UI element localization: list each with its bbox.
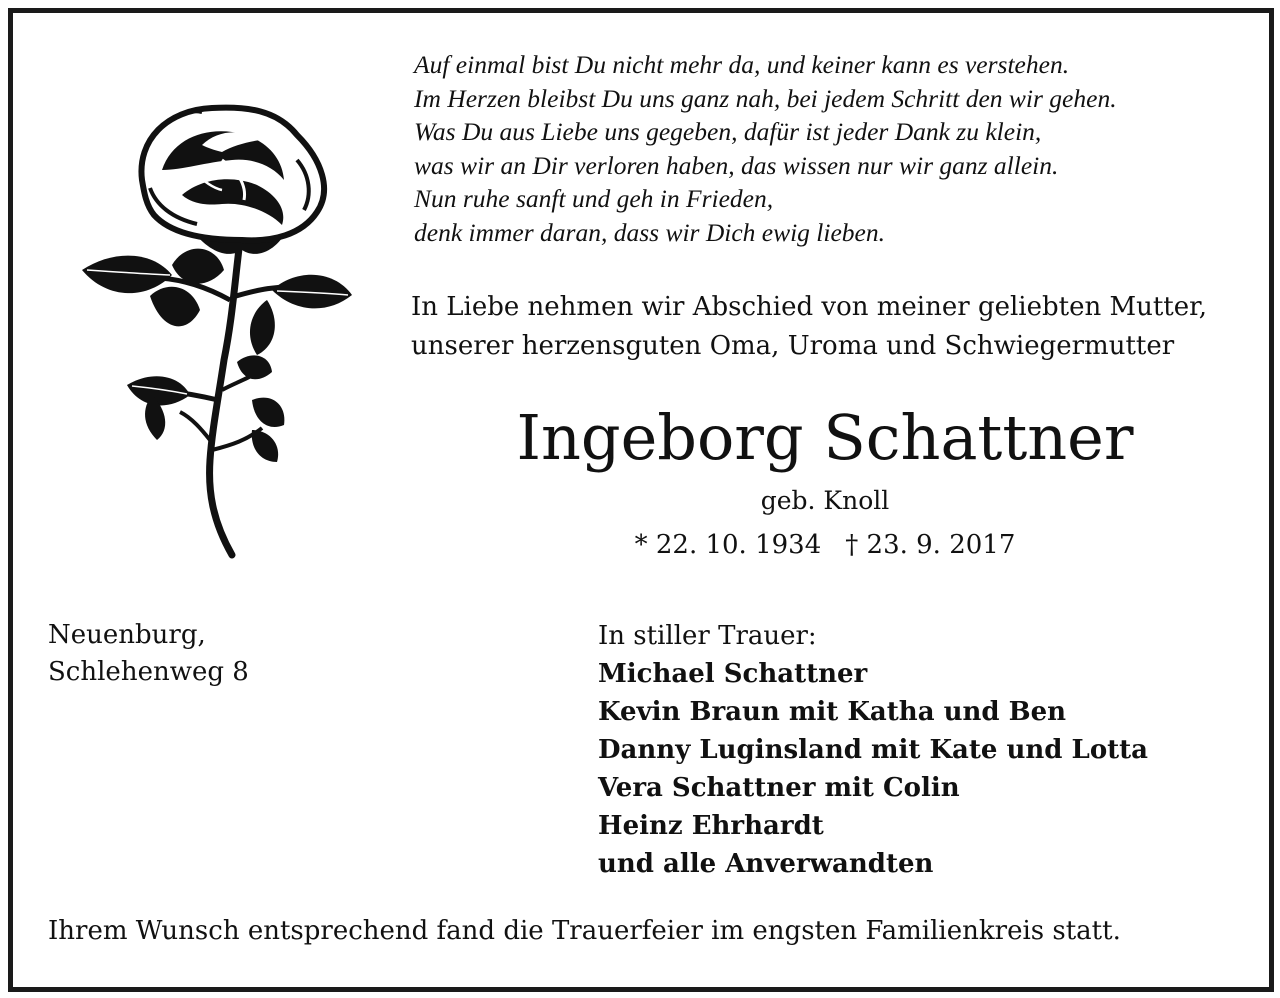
birth-date: * 22. 10. 1934 <box>634 530 822 560</box>
rose-icon <box>72 100 362 560</box>
intro-line: In Liebe nehmen wir Abschied von meiner geliebten Mutter, <box>411 292 1207 322</box>
death-date: † 23. 9. 2017 <box>845 530 1016 560</box>
poem-line: Auf einmal bist Du nicht mehr da, und keiner kann es verstehen. <box>414 50 1070 79</box>
poem-line: Im Herzen bleibst Du uns ganz nah, bei jedem Schritt den wir gehen. <box>414 83 1117 113</box>
mourner-name: Vera Schattner mit Colin <box>598 773 960 803</box>
closing-note: Ihrem Wunsch entsprechend fand die Trauerfeier im engsten Familienkreis statt. <box>48 916 1121 946</box>
poem-line: was wir an Dir verloren haben, das wissen nur wir ganz allein. <box>414 150 1059 180</box>
mourner-name: Heinz Ehrhardt <box>598 811 824 841</box>
deceased-name: Ingeborg Schattner <box>516 401 1134 474</box>
address-city: Neuenburg, <box>48 620 206 650</box>
poem <box>414 48 1254 249</box>
poem-line: Was Du aus Liebe uns gegeben, dafür ist jeder Dank zu klein, <box>414 117 1042 146</box>
address <box>48 617 249 691</box>
poem-line: denk immer daran, dass wir Dich ewig lieben. <box>414 217 885 247</box>
mourner-name: Michael Schattner <box>598 659 868 689</box>
poem-line: Nun ruhe sanft und geh in Frieden, <box>414 184 774 213</box>
mourner-name: Danny Luginsland mit Kate und Lotta <box>598 735 1149 765</box>
maiden-name: geb. Knoll <box>760 486 890 515</box>
mourners-label: In stiller Trauer: <box>598 621 817 651</box>
address-street: Schlehenweg 8 <box>48 657 249 687</box>
mourners-list <box>598 655 1148 883</box>
mourners <box>598 617 1148 883</box>
farewell-intro <box>411 288 1261 366</box>
mourner-name: Kevin Braun mit Katha und Ben <box>598 697 1067 727</box>
life-dates <box>400 527 1250 563</box>
intro-line: unserer herzensguten Oma, Uroma und Schwiegermutter <box>411 331 1175 361</box>
mourner-name: und alle Anverwandten <box>598 849 934 879</box>
